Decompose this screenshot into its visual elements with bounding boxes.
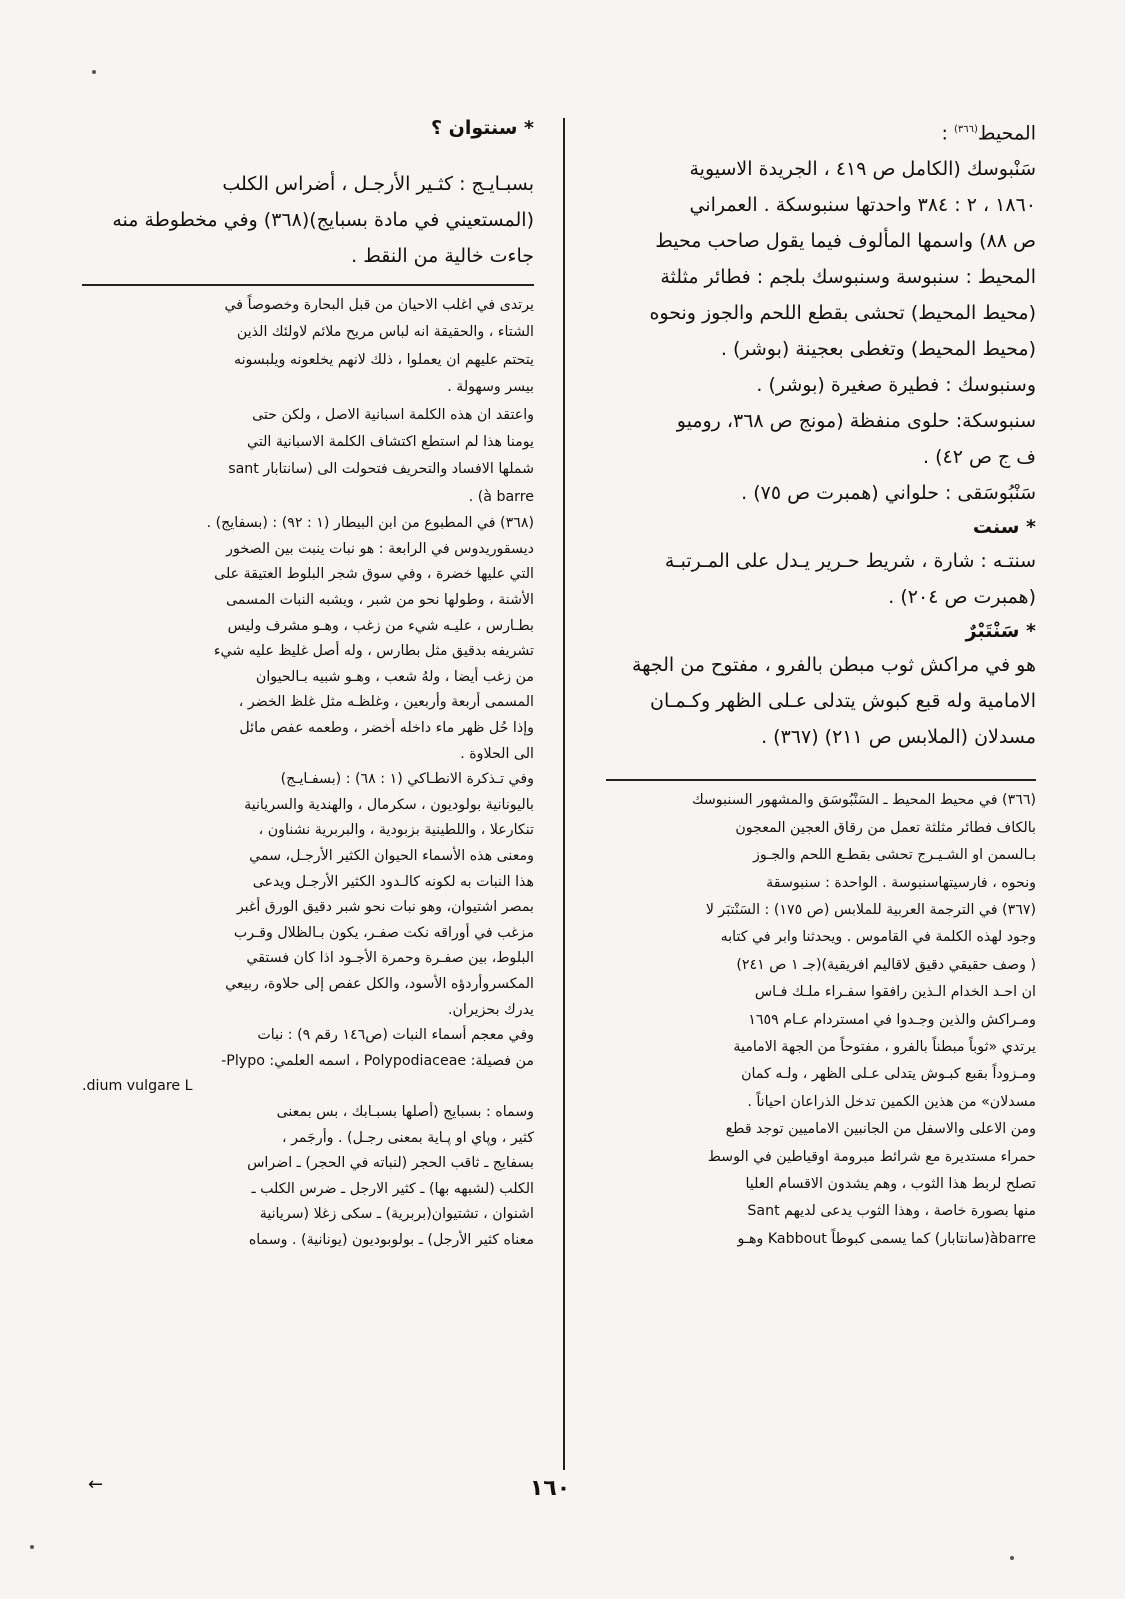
footnote-line: ومـزوداً بقبع كبـوش يتدلى عـلى الظهر ، ولـه كمان xyxy=(741,1066,1036,1083)
column-divider xyxy=(563,118,565,1470)
footnote-line: تنكارعلا ، واللطينية بزبودية ، والبربرية نشناون ، xyxy=(258,822,534,839)
entry-basbayij xyxy=(82,166,534,274)
footnote-line: يومنا هذا لم استطع اكتشاف الكلمة الاسبانية التي xyxy=(247,434,534,451)
footnote-line: بـالسمن او الشـيـرج تحشى بقطـع اللحم والجـوز xyxy=(753,847,1036,864)
footnote-line: كثير ، وپاي او پـاية بمعنى رجـل) . وأرجَمر ، xyxy=(281,1129,534,1146)
footnote-line: بمصر اشتيوان، وهو نبات نحو شبر دقيق الورق أغبر xyxy=(236,899,534,916)
footnote-line: ومن الاعلى والاسفل من الجانبين الاماميين توجد قطع xyxy=(725,1121,1036,1138)
text-line: بسبـايـج : كثـير الأرجـل ، أضراس الكلب xyxy=(222,173,534,195)
footnote-line: dium vulgare L. xyxy=(82,1078,193,1095)
footnote-line: شملها الافساد والتحريف فتحولت الى (سانتابار sant xyxy=(228,461,534,478)
scan-speck xyxy=(1010,1556,1014,1560)
footnote-line: باليونانية بولوديون ، سكرمال ، والهندية والسريانية xyxy=(244,796,534,813)
text-line: (محيط المحيط) وتغطى بعجينة (بوشر) . xyxy=(720,338,1036,361)
footnote-line: ومعنى هذه الأسماء الحيوان الكثير الأرجـل، سمي xyxy=(249,847,534,864)
footnote-line: (٣٦٨) في المطبوع من ابن البيطار (١ : ٩٢) : (بسفايج) . xyxy=(206,515,534,532)
footnote-line: وجود لهذه الكلمة في القاموس . ويحدثنا وابر في كتابه xyxy=(720,929,1036,946)
text-line: المحيط : سنبوسة وسنبوسك بلجم : فطائر مثلثة xyxy=(660,266,1036,289)
footnote-line: من فصيلة: Polypodiaceae ، اسمه العلمي: Plypo- xyxy=(221,1052,534,1069)
footnote-line: البلوط، بين صفـرة وحمرة الأجـود اذا كان فستقي xyxy=(246,950,534,967)
footnote-line: ديسقوريدوس في الرابعة : هو نبات ينبت بين الصخور xyxy=(226,540,534,557)
footnote-line: وفي معجم أسماء النبات (ص١٤٦ رقم ٩) : نبات xyxy=(257,1027,534,1044)
footnote-line: معناه كثير الأرجل) ـ بولوبوديون (يونانية) . وسماه xyxy=(248,1231,534,1248)
footnote-line: يتحتم عليهم ان يعملوا ، ذلك لانهم يخلعونه ويلبسونه xyxy=(234,351,534,368)
text-line: سَنْبُوسَقى : حلواني (همبرت ص ٧٥) . xyxy=(741,482,1036,505)
text-line: ف ج ص ٤٢) . xyxy=(923,446,1036,469)
footnote-line: الكلب (لشبهه بها) ـ كثير الارجل ـ ضرس الكلب ـ xyxy=(251,1180,534,1197)
intro-line: المحيط$^{(٣٦٦)}$ : xyxy=(941,122,1036,145)
text-line: الامامية وله قبع كبوش يتدلى عـلى الظهر وكـمـان xyxy=(650,690,1036,713)
footnote-line: وسماه : بسبايج (أصلها بسبـابك ، بس بمعنى xyxy=(276,1103,534,1120)
footnote-line: واعتقد ان هذه الكلمة اسبانية الاصل ، ولكن حتى xyxy=(252,406,534,423)
entry-heading-santabr: * سَنْتَبْرٌ xyxy=(965,620,1036,643)
footnote-line: (٣٦٦) في محيط المحيط ـ السَنْبُوسَق والمشهور السنبوسك xyxy=(691,792,1036,809)
footnote-line: هذا النبات به لكونه كالـدود الكثير الأرجـل ويدعى xyxy=(252,873,534,890)
footnote-line: وفي تـذكرة الانطـاكي (١ : ٦٨) : (بسفـايـج) xyxy=(280,771,534,788)
footnote-line: ( وصف حقيقي دقيق لاقاليم افريقية)(جـ ١ ص ٢٤١) xyxy=(736,956,1036,973)
text-line: ص ٨٨) واسمها المألوف فيما يقول صاحب محيط xyxy=(655,230,1036,253)
footnote-line: الأشنة ، وطولها نحو من شبر ، ويشبه النبات المسمى xyxy=(225,592,534,609)
entry-heading-santawan: * سنتوان ؟ xyxy=(430,117,534,139)
footnote-line: المكسروأردؤه الأسود، والكل عفص إلى حلاوة، ربيعي xyxy=(225,975,534,992)
footnote-line: مسدلان» من هذين الكمين تدخل الذراعان احياناً . xyxy=(747,1093,1036,1110)
footnote-line: اشنوان ، تشتيوان(بربرية) ـ سكى زغلا (سريانية xyxy=(259,1206,534,1223)
footnote-line: وإذا حُل ظهر ماء داخله أخضر ، وطعمه عفص مائل xyxy=(239,720,534,736)
right-column xyxy=(588,112,1036,1253)
footnote-line: الشتاء ، والحقيقة انه لباس مريح ملائم لاولئك الذين xyxy=(236,324,534,341)
entry-heading-sant: * سنت xyxy=(972,516,1036,539)
footnote-line: ونحوه ، فارسيتهاسنبوسة . الواحدة : سنبوسقة xyxy=(766,874,1036,891)
footnote-line: من زغب أيضا ، ولهُ شعب ، وهـو شبيه بـالحيوان xyxy=(255,668,534,685)
continue-arrow-icon: ← xyxy=(88,1474,104,1495)
footnote-line: بيسر وسهولة . xyxy=(447,379,534,396)
footnote-continued xyxy=(82,292,534,511)
text-line: مسدلان (الملابس ص ٢١١) (٣٦٧) . xyxy=(761,726,1036,749)
footnote-line: التي عليها خضرة ، وفي سوق شجر البلوط العتيقة على xyxy=(214,566,534,583)
footnote-368 xyxy=(82,511,534,1253)
footnote-line: بسفايج ـ ثاقب الحجر (لنباته في الحجر) ـ اضراس xyxy=(247,1155,534,1172)
text-line: هو في مراكش ثوب مبطن بالفرو ، مفتوح من الجهة xyxy=(631,654,1036,677)
footnote-line: àbarre(سانتابار) كما يسمى كبوطاً Kabbout وهـو xyxy=(737,1230,1036,1247)
footnotes-right xyxy=(588,787,1036,1253)
text-line: وسنبوسك : فطيرة صغيرة (بوشر) . xyxy=(756,374,1036,397)
footnote-line: الى الحلاوة . xyxy=(460,745,534,762)
footnote-line: ان احـد الخدام الـذين رافقوا سفـراء ملـك فـاس xyxy=(754,984,1036,1001)
text-line: جاءت خالية من النقط . xyxy=(351,245,534,267)
page-number: ١٦٠ xyxy=(529,1476,571,1501)
text-line: سنتـه : شارة ، شريط حـرير يـدل على المـرتبـة xyxy=(664,550,1036,573)
footnote-line: (٣٦٧) في الترجمة العربية للملابس (ص ١٧٥) : السَنْتبَر لا xyxy=(705,901,1036,918)
intro-ref: (٣٦٦) xyxy=(953,124,978,135)
text-line: (همبرت ص ٢٠٤) . xyxy=(888,586,1036,609)
footnote-separator xyxy=(82,284,534,286)
text-line: (المستعيني في مادة بسبايج)(٣٦٨) وفي مخطوطة منه xyxy=(112,209,534,231)
intro-label: المحيط xyxy=(977,122,1036,145)
text-line: ١٨٦٠ ، ٢ : ٣٨٤ واحدتها سنبوسكة . العمراني xyxy=(689,194,1036,217)
scan-speck xyxy=(92,70,96,74)
footnote-line: يرتدى في اغلب الاحيان من قبل البحارة وخصوصاً في xyxy=(224,297,534,313)
footnote-line: à barre) . xyxy=(468,488,534,505)
footnote-separator xyxy=(606,779,1036,781)
footnote-line: مزغب في أوراقه نكت صفـر، يكون بـالظلال وقـرب xyxy=(233,924,534,941)
scan-speck xyxy=(30,1545,34,1549)
footnote-line: منها بصورة خاصة ، وهذا الثوب يدعى لديهم Sant xyxy=(747,1203,1036,1220)
footnote-line: ومـراكش والذين وجـدوا في امستردام عـام ١٦٥٩ xyxy=(748,1011,1036,1028)
entry-santabr xyxy=(588,647,1036,755)
left-column xyxy=(82,112,534,1253)
text-line: سنبوسكة: حلوى منفظة (مونج ص ٣٦٨، روميو xyxy=(676,410,1036,433)
footnote-line: بالكاف فطائر مثلثة تعمل من رقاق العجين المعجون xyxy=(735,819,1036,836)
text-line: (محيط المحيط) تحشى بقطع اللحم والجوز ونحوه xyxy=(649,302,1036,325)
footnote-line: يرتدي «ثوباً مبطناً بالفرو ، مفتوحاً من الجهة الامامية xyxy=(733,1038,1036,1055)
footnote-line: تصلح لربط هذا الثوب ، وهم يشدون الاقسام العليا xyxy=(745,1176,1036,1193)
footnote-line: بطـارس ، عليـه شيء من زغب ، وهـو مشرف وليس xyxy=(227,617,534,634)
entry-sant xyxy=(588,543,1036,615)
text-line: سَنْبوسك (الكامل ص ٤١٩ ، الجريدة الاسيوية xyxy=(689,158,1036,181)
footnote-line: حمراء مستديرة مع شرائط مبرومة اوقياطين في الوسط xyxy=(707,1148,1036,1165)
footnote-line: يدرك بحزيران. xyxy=(447,1001,534,1018)
footnote-line: المسمى أربعة وأربعين ، وغلظـه مثل غلظ الخضر ، xyxy=(238,694,534,711)
entry-sanbusak xyxy=(588,151,1036,511)
footnote-line: تشريفه بدقيق مثل بطارس ، وله أصل غليظ عليه شيء xyxy=(213,643,534,660)
